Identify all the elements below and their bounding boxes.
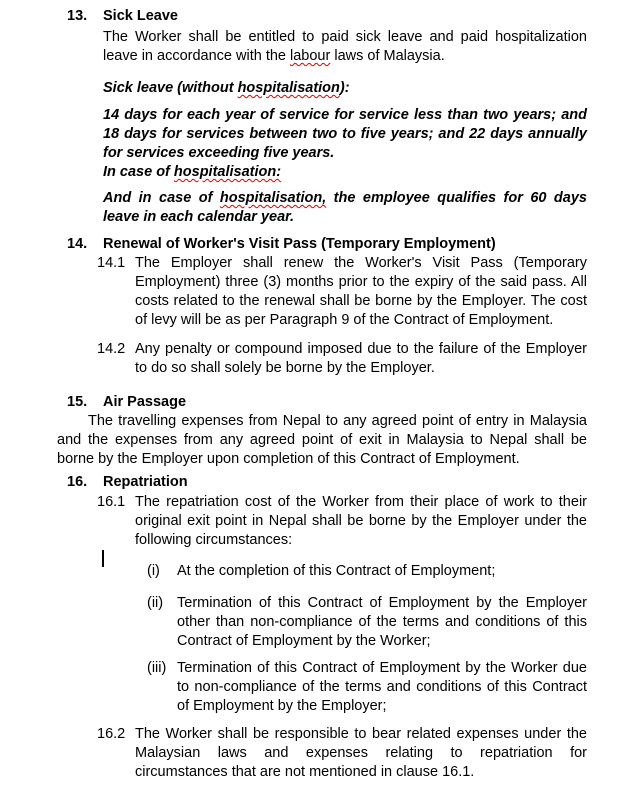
subclause-number: 16.2 — [97, 726, 126, 742]
paragraph-text: the employee qualifies for 60 days leave in each calendar year. — [103, 190, 587, 225]
clause-16-2 — [97, 725, 587, 782]
hospitalisation-subheading — [103, 163, 587, 182]
roman-item-text: Termination of this Contract of Employment by the Employer other than non-compliance of the terms and conditions of this Contract of Employment by the Worker; — [177, 595, 587, 649]
subclause-text: The Employer shall renew the Worker's Visit Pass (Temporary Employment) three (3) months prior to the expiry of the said pass. All costs related to the renewal shall be borne by the Employer. The cost of levy will be as per Paragraph 9 of the Contract of Employment. — [135, 255, 587, 328]
clause-13-paragraph — [103, 28, 587, 66]
roman-number: (i) — [147, 563, 160, 579]
clause-number: 15. — [67, 394, 88, 410]
clause-number: 16. — [67, 474, 88, 490]
subclause-text: The repatriation cost of the Worker from their place of work to their original exit point in Nepal shall be borne by the Employer under the following circumstances: — [135, 494, 587, 548]
paragraph-text: The Worker shall be entitled to paid sick leave and paid hospitalization leave in accordance with the — [103, 29, 587, 64]
clause-16-item-ii — [147, 594, 587, 651]
clause-number: 13. — [67, 8, 88, 24]
misspelled-word-hospitalisation: hospitalisation — [237, 80, 340, 96]
section-15-heading — [67, 393, 587, 412]
paragraph-text: laws of Malaysia. — [330, 48, 445, 64]
paragraph-text: ): — [339, 80, 350, 96]
paragraph-text: Sick leave (without — [103, 80, 238, 96]
subclause-number: 16.1 — [97, 494, 126, 510]
roman-number: (iii) — [147, 660, 167, 676]
roman-item-text: Termination of this Contract of Employment by the Worker due to non-compliance of the terms and conditions of this Contract of Employment by the Employer; — [177, 660, 587, 714]
paragraph-text: In case of — [103, 164, 174, 180]
misspelled-word-hospitalisation: hospitalisation: — [173, 164, 282, 180]
subclause-number: 14.2 — [97, 341, 126, 357]
clause-16-1 — [97, 493, 587, 550]
section-13-heading — [67, 7, 587, 26]
sick-leave-days-paragraph: 14 days for each year of service for service less than two years; and 18 days for services between two to five years; and 22 days annually for services exceeding five years. — [103, 107, 587, 161]
clause-14-2 — [97, 340, 587, 378]
paragraph-text: And in case of — [103, 190, 220, 206]
roman-number: (ii) — [147, 595, 164, 611]
sick-leave-subheading — [103, 79, 587, 98]
section-title: Repatriation — [103, 474, 188, 490]
section-14-heading — [67, 235, 587, 254]
clause-16-item-i — [147, 562, 587, 581]
clause-15-paragraph: The travelling expenses from Nepal to any agreed point of entry in Malaysia and the expenses from any agreed point of exit in Malaysia to Nepal shall be borne by the Employer upon completion of this Contract of Employment. — [57, 413, 587, 467]
misspelled-word-labour: labour — [290, 48, 331, 64]
clause-16-item-iii — [147, 659, 587, 716]
text-cursor-caret — [102, 550, 104, 567]
subclause-number: 14.1 — [97, 255, 126, 271]
roman-item-text: At the completion of this Contract of Employment; — [177, 563, 496, 579]
misspelled-word-hospitalisation: hospitalisation, — [219, 190, 327, 206]
subclause-text: Any penalty or compound imposed due to the failure of the Employer to do so shall solely be borne by the Employer. — [135, 341, 587, 376]
section-title: Sick Leave — [103, 8, 178, 24]
section-title: Renewal of Worker's Visit Pass (Temporary Employment) — [103, 236, 496, 252]
subclause-text: The Worker shall be responsible to bear related expenses under the Malaysian laws and expenses relating to repatriation for circumstances that are not mentioned in clause 16.1. — [135, 726, 587, 780]
clause-number: 14. — [67, 236, 88, 252]
clause-14-1 — [97, 254, 587, 330]
hospitalisation-paragraph — [103, 189, 587, 227]
section-title: Air Passage — [103, 394, 187, 410]
section-16-heading — [67, 473, 587, 492]
